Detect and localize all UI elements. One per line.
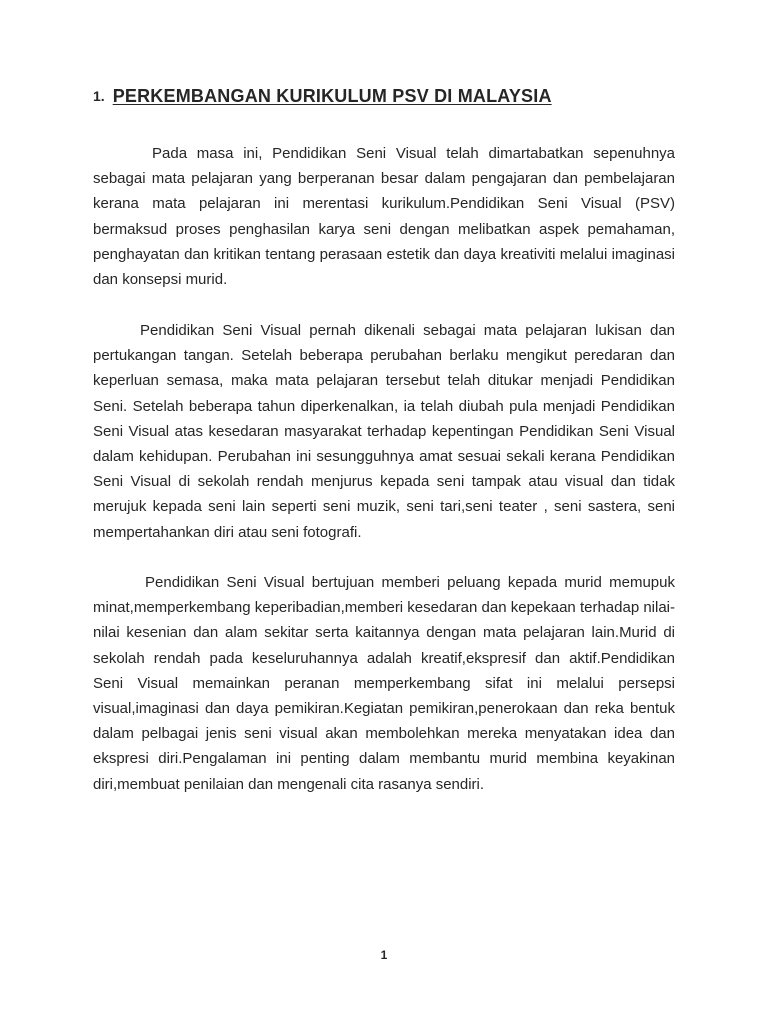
paragraph-2: Pendidikan Seni Visual pernah dikenali sebagai mata pelajaran lukisan dan pertukangan tangan. Setelah beberapa perubahan berlaku mengikut peredaran dan keperluan semasa, maka mata pelajaran tersebut telah ditukar menjadi Pendidikan Seni. Setelah beberapa tahun diperkenalkan, ia telah diubah pula menjadi Pendidikan Seni Visual atas kesedaran masyarakat terhadap kepentingan Pendidikan Seni Visual dalam kehidupan. Perubahan ini sesungguhnya amat sesuai sekali kerana Pendidikan Seni Visual di sekolah rendah menjurus kepada seni tampak atau visual dan tidak merujuk kepada seni lain seperti seni muzik, seni tari,seni teater , seni sastera, seni mempertahankan diri atau seni fotografi. (93, 322, 675, 541)
paragraph-1: Pada masa ini, Pendidikan Seni Visual telah dimartabatkan sepenuhnya sebagai mata pelajaran yang berperanan besar dalam pengajaran dan pembelajaran kerana mata pelajaran ini merentasi kurikulum.Pendidikan Seni Visual (PSV) bermaksud proses penghasilan karya seni dengan melibatkan aspek pemahaman, penghayatan dan kritikan tentang perasaan estetik dan daya kreativiti melalui imaginasi dan konsepsi murid. (93, 145, 675, 289)
section-heading (93, 86, 552, 107)
paragraph-3: Pendidikan Seni Visual bertujuan memberi peluang kepada murid memupuk minat,memperkembang keperibadian,memberi kesedaran dan kepekaan terhadap nilai-nilai kesenian dan alam sekitar serta kaitannya dengan mata pelajaran lain.Murid di sekolah rendah pada keseluruhannya adalah kreatif,ekspresif dan aktif.Pendidikan Seni Visual memainkan peranan memperkembang sifat ini melalui persepsi visual,imaginasi dan daya pemikiran.Kegiatan pemikiran,penerokaan dan reka bentuk dalam pelbagai jenis seni visual akan membolehkan mereka menyatakan idea dan ekspresi diri.Pengalaman ini penting dalam membantu murid membina keyakinan diri,membuat penilaian dan mengenali cita rasanya sendiri. (93, 574, 676, 793)
section-title: PERKEMBANGAN KURIKULUM PSV DI MALAYSIA (112, 86, 552, 106)
section-number: 1. (93, 88, 105, 104)
page-number: 1 (380, 948, 388, 962)
